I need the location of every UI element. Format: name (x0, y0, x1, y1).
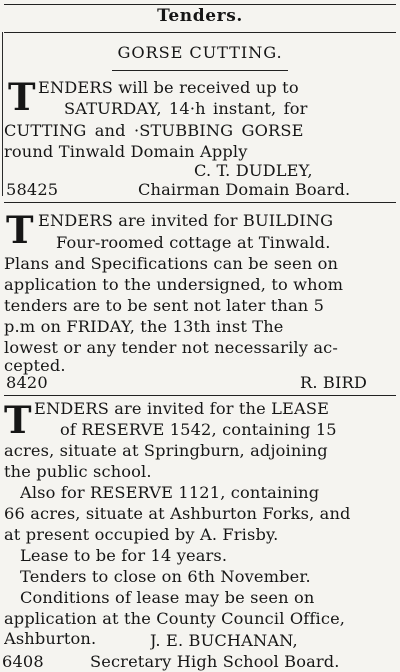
ad3-dropcap: T (4, 398, 32, 442)
ad2-line-2: Four-roomed cottage at Tinwald. (56, 233, 331, 252)
ad3-ref: 6408 (2, 652, 44, 671)
section-title: Tenders. (157, 6, 243, 26)
ad1-dropcap: T (8, 75, 36, 119)
top-rule (4, 4, 396, 5)
ad2-bottom-rule (4, 395, 396, 396)
ad1-line-2: SATURDAY, 14·h instant, for (64, 99, 308, 118)
ad3-line-6: 66 acres, situate at Ashburton Forks, and (4, 504, 351, 523)
section-rule (4, 32, 396, 33)
ad2-dropcap: T (6, 208, 34, 252)
ad3-line-3: acres, situate at Springburn, adjoining (4, 441, 328, 460)
ad2-line-1: ENDERS are invited for BUILDING (38, 211, 334, 230)
ad1-heading: GORSE CUTTING. (117, 43, 283, 62)
ad2-line-3: Plans and Specifications can be seen on (4, 254, 339, 273)
ad1-ref: 58425 (6, 180, 59, 199)
ad3-signer-title: Secretary High School Board. (90, 652, 340, 671)
ad3-line-12: Ashburton. (4, 629, 97, 648)
ad2-line-4: application to the undersigned, to whom (4, 275, 344, 294)
ad1-line-1: ENDERS will be received up to (38, 78, 299, 97)
ad3-line-7: at present occupied by A. Frisby. (4, 525, 279, 544)
ad1-heading-rule (112, 70, 288, 71)
ad1-bottom-rule (4, 202, 396, 203)
ad1-signer-title: Chairman Domain Board. (138, 180, 351, 199)
ad1-signer: C. T. DUDLEY, (194, 161, 313, 180)
ad2-line-7: lowest or any tender not necessarily ac- (4, 338, 338, 357)
ad3-line-11: application at the County Council Office, (4, 609, 346, 628)
ad2-line-6: p.m on FRIDAY, the 13th inst The (4, 317, 284, 336)
ad3-line-4: the public school. (4, 462, 152, 481)
ad3-line-1: ENDERS are invited for the LEASE (34, 399, 330, 418)
ad1-line-4: round Tinwald Domain Apply (4, 142, 248, 161)
ad3-line-9: Tenders to close on 6th November. (20, 567, 311, 586)
ad1-line-3: CUTTING and ·STUBBING GORSE (4, 121, 304, 140)
ad3-line-8: Lease to be for 14 years. (20, 546, 228, 565)
ad3-line-10: Conditions of lease may be seen on (20, 588, 315, 607)
ad2-ref: 8420 (6, 373, 48, 392)
ad3-line-2: of RESERVE 1542, containing 15 (60, 420, 337, 439)
ad1-left-border (2, 32, 3, 196)
ad2-line-8: cepted. (4, 356, 66, 375)
ad3-signer: J. E. BUCHANAN, (150, 631, 298, 650)
ad3-line-5: Also for RESERVE 1121, containing (20, 483, 320, 502)
ad2-signer: R. BIRD (300, 373, 367, 392)
ad2-line-5: tenders are to be sent not later than 5 (4, 296, 325, 315)
